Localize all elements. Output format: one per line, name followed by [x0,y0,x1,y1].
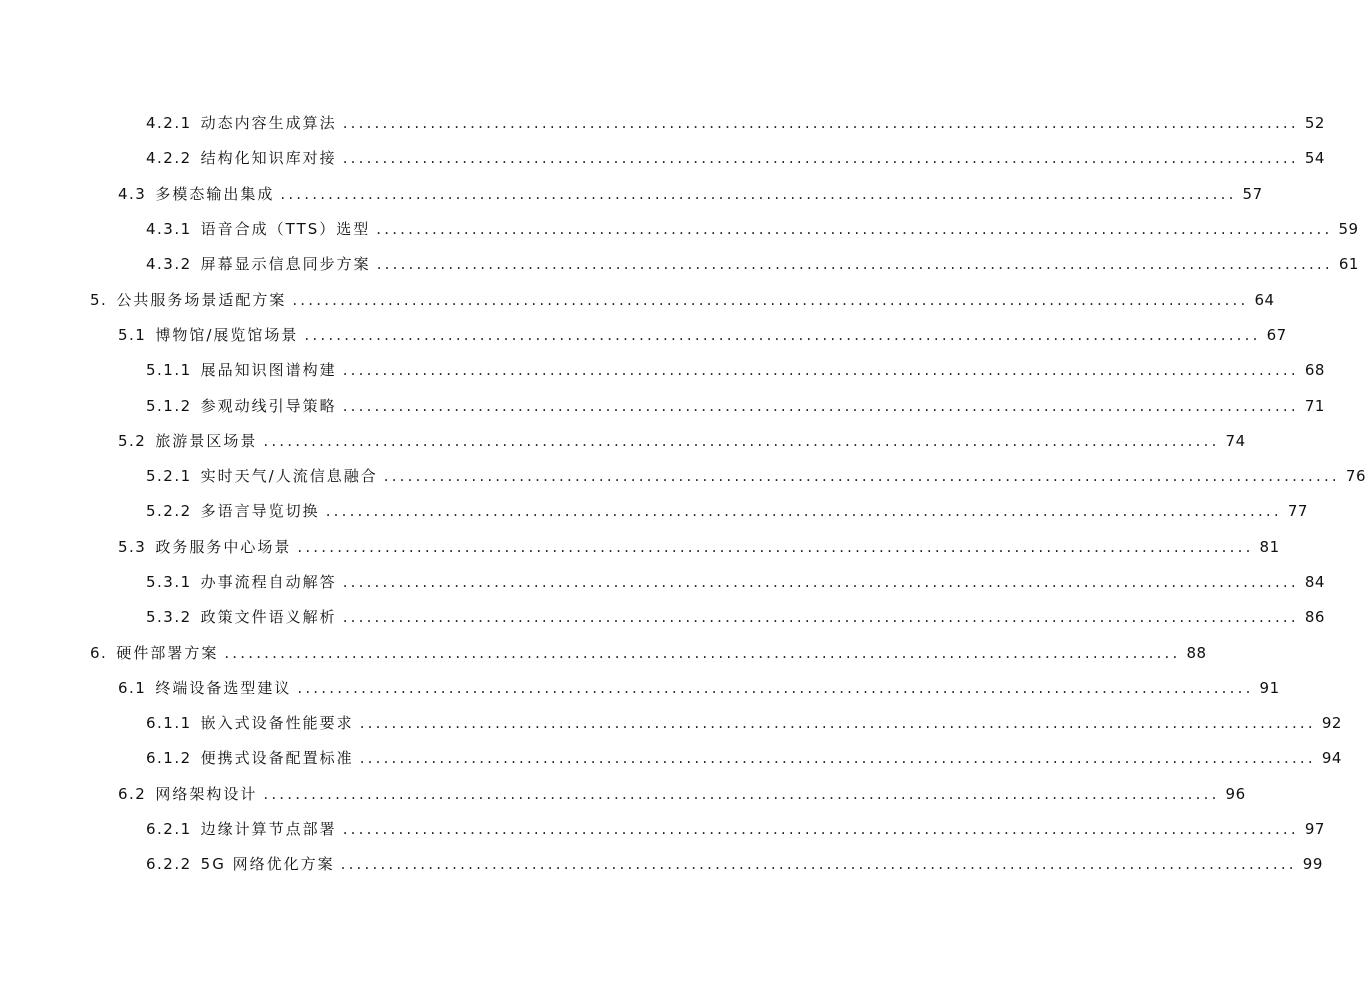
toc-entry[interactable] [0,212,1359,247]
toc-entry[interactable] [0,353,1325,388]
table-of-contents [0,106,1366,883]
toc-entry-page: 59 [1338,220,1359,239]
toc-entry[interactable] [0,494,1308,529]
toc-entry-title: 多模态输出集成 [155,184,275,203]
toc-entry-page: 92 [1321,714,1342,733]
toc-entry-number: 6.1.1 [146,714,192,733]
toc-entry[interactable] [0,388,1325,423]
toc-entry-number: 5.2.2 [146,502,192,521]
toc-entry-number: 6.1 [118,678,147,697]
toc-entry-page: 68 [1304,361,1325,380]
toc-entry-title: 参观动线引导策略 [200,396,337,415]
toc-entry[interactable] [0,459,1366,494]
toc-entry-number: 5.2 [118,431,147,450]
toc-entry[interactable] [0,141,1325,176]
toc-entry-page: 74 [1225,431,1246,450]
toc-entry-page: 52 [1304,114,1325,133]
toc-entry-title: 政务服务中心场景 [155,537,292,556]
toc-entry-number: 6.2.2 [146,855,192,874]
toc-entry-number: 4.3.1 [146,220,192,239]
toc-entry-title: 展品知识图谱构建 [200,361,337,380]
toc-entry-number: 4.2.2 [146,149,192,168]
toc-entry[interactable] [0,247,1359,282]
toc-entry-title: 办事流程自动解答 [200,573,337,591]
toc-leader-dots: ........................................................................................................................ [342,361,1299,380]
toc-entry-number: 6.2 [118,784,147,803]
toc-leader-dots: ........................................................................................................................ [224,643,1181,662]
toc-entry-page: 96 [1225,784,1246,803]
toc-entry[interactable] [0,847,1323,882]
toc-entry[interactable] [0,671,1280,706]
toc-entry[interactable] [0,741,1342,776]
toc-entry[interactable] [0,106,1325,141]
toc-entry-title: 语音合成（TTS）选型 [200,220,371,239]
toc-entry-page: 84 [1304,573,1325,591]
toc-entry-page: 67 [1266,325,1287,344]
toc-leader-dots: ........................................................................................................................ [376,220,1333,239]
toc-entry-page: 77 [1287,502,1308,521]
toc-leader-dots: ........................................................................................................................ [263,784,1220,803]
toc-entry-page: 86 [1304,608,1325,627]
toc-leader-dots: ........................................................................................................................ [376,255,1333,274]
toc-entry-title: 动态内容生成算法 [200,114,337,133]
toc-entry-title: 公共服务场景适配方案 [116,290,287,309]
toc-entry-page: 54 [1304,149,1325,168]
toc-entry-number: 4.2.1 [146,114,192,133]
toc-entry-title: 网络架构设计 [155,784,258,803]
toc-leader-dots: ........................................................................................................................ [340,855,1297,874]
toc-leader-dots: ........................................................................................................................ [280,184,1237,203]
toc-entry[interactable] [0,177,1263,212]
toc-entry-page: 61 [1338,255,1359,274]
toc-leader-dots: ........................................................................................................................ [342,149,1299,168]
toc-leader-dots: ........................................................................................................................ [263,431,1220,450]
toc-entry-number: 5.1 [118,325,147,344]
toc-entry-number: 5.3.1 [146,573,192,591]
toc-entry-title: 实时天气/人流信息融合 [200,467,378,486]
toc-entry-title: 嵌入式设备性能要求 [200,714,354,733]
toc-leader-dots: ........................................................................................................................ [325,502,1282,521]
toc-entry-title: 多语言导览切换 [200,502,320,521]
toc-leader-dots: ........................................................................................................................ [359,714,1316,733]
toc-entry-page: 64 [1254,290,1275,309]
toc-entry-number: 5.1.1 [146,361,192,380]
toc-entry-number: 5.3 [118,537,147,556]
toc-entry-page: 88 [1186,643,1207,662]
toc-leader-dots: ........................................................................................................................ [359,749,1316,768]
toc-leader-dots: ........................................................................................................................ [383,467,1340,486]
toc-leader-dots: ........................................................................................................................ [304,325,1261,344]
toc-entry[interactable] [0,777,1246,812]
toc-entry-title: 屏幕显示信息同步方案 [200,255,371,274]
toc-entry-page: 97 [1304,820,1325,839]
toc-entry[interactable] [0,282,1275,317]
toc-entry-number: 6.2.1 [146,820,192,839]
toc-entry-page: 81 [1259,537,1280,556]
toc-leader-dots: ........................................................................................................................ [297,678,1254,697]
toc-entry-page: 76 [1345,467,1366,486]
toc-leader-dots: ........................................................................................................................ [342,573,1299,591]
toc-entry-page: 99 [1302,855,1323,874]
toc-leader-dots: ........................................................................................................................ [297,537,1254,556]
toc-leader-dots: ........................................................................................................................ [342,608,1299,627]
toc-entry-number: 6. [90,643,108,662]
toc-entry-title: 结构化知识库对接 [200,149,337,168]
toc-entry-title: 边缘计算节点部署 [200,820,337,839]
toc-entry-number: 5.2.1 [146,467,192,486]
toc-entry-number: 5. [90,290,108,309]
toc-entry-number: 4.3 [118,184,147,203]
toc-entry[interactable] [0,565,1325,600]
toc-entry-title: 旅游景区场景 [155,431,258,450]
toc-entry[interactable] [0,812,1325,847]
toc-entry-title: 博物馆/展览馆场景 [155,325,299,344]
toc-entry-page: 94 [1321,749,1342,768]
toc-entry-number: 5.1.2 [146,396,192,415]
toc-entry[interactable] [0,424,1246,459]
toc-leader-dots: ........................................................................................................................ [342,396,1299,415]
toc-entry-page: 91 [1259,678,1280,697]
toc-entry[interactable] [0,530,1280,565]
toc-entry-title: 硬件部署方案 [116,643,219,662]
toc-entry-number: 4.3.2 [146,255,192,274]
toc-entry[interactable] [0,706,1342,741]
toc-leader-dots: ........................................................................................................................ [342,114,1299,133]
toc-entry-title: 便携式设备配置标准 [200,749,354,768]
toc-entry[interactable] [0,600,1325,635]
toc-leader-dots: ........................................................................................................................ [342,820,1299,839]
toc-entry-number: 6.1.2 [146,749,192,768]
toc-entry[interactable] [0,635,1207,670]
toc-entry-page: 71 [1304,396,1325,415]
toc-entry[interactable] [0,318,1287,353]
toc-entry-title: 5G 网络优化方案 [200,855,335,874]
toc-leader-dots: ........................................................................................................................ [292,290,1249,309]
toc-entry-number: 5.3.2 [146,608,192,627]
toc-entry-title: 政策文件语义解析 [200,608,337,627]
toc-entry-page: 57 [1242,184,1263,203]
toc-entry-title: 终端设备选型建议 [155,678,292,697]
